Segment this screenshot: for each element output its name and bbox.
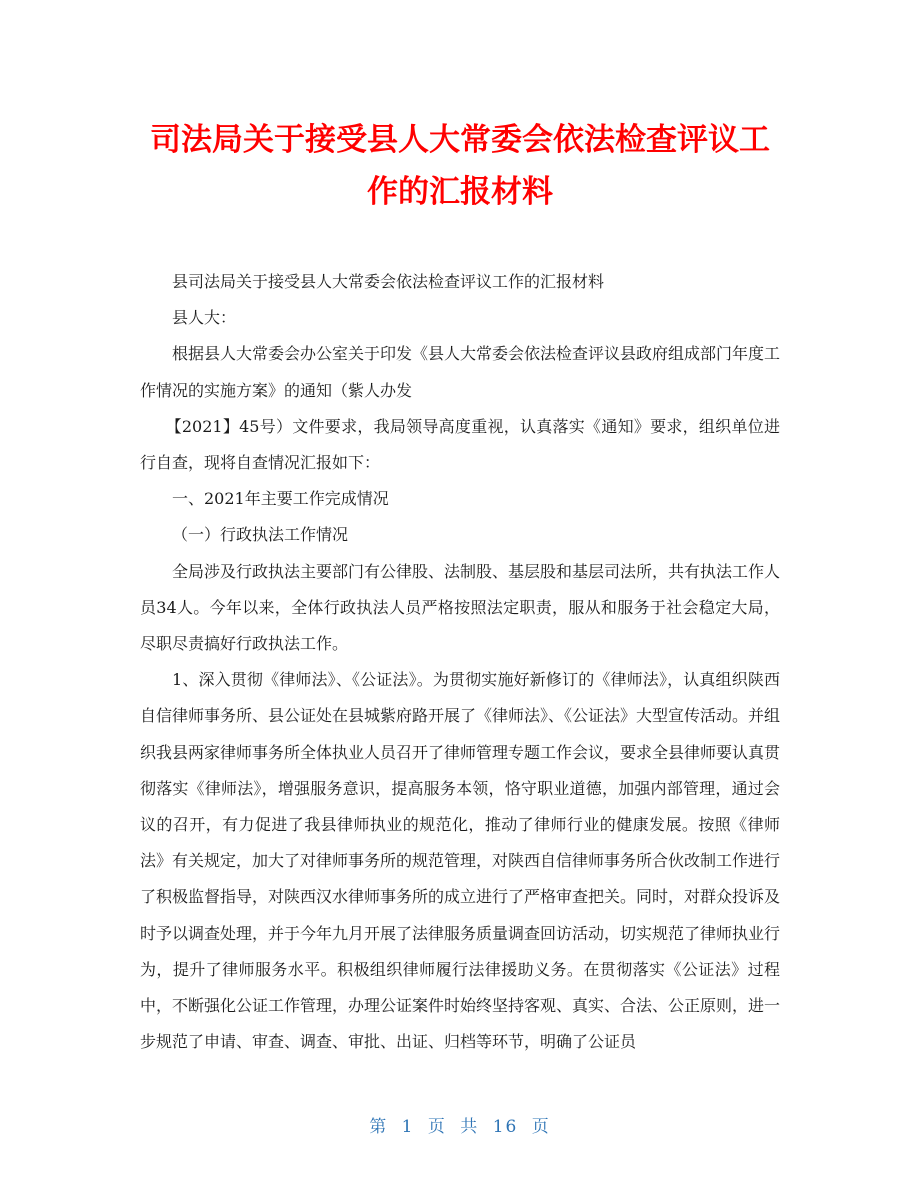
subsection-heading-1: （一）行政执法工作情况 [172, 525, 349, 545]
paragraph-lawyer-law: 1、深入贯彻《律师法》、《公证法》。为贯彻实施好新修订的《律师法》，认真组织陕西自信律师事务所、县公证处在县城紫府路开展了《律师法》、《公证法》大型宣传活动。并组织我县两家律师事务所全体执业人员召开了律师管理专题工作会议，要求全县律师要认真贯彻落实《律师法》，增强服务意识，提高服务本领，恪守职业道德，加强内部管理，通过会议的召开，有力促进了我县律师执业的规范化，推动了律师行业的健康发展。按照《律师法》有关规定，加大了对律师事务所的规范管理，对陕西自信律师事务所合伙改制工作进行了积极监督指导，对陕西汉水律师事务所的成立进行了严格审查把关。同时，对群众投诉及时予以调查处理，并于今年九月开展了法律服务质量调查回访活动，切实规范了律师执业行为，提升了律师服务水平。积极组织律师履行法律援助义务。在贯彻落实《公证法》过程中，不断强化公证工作管理，办理公证案件时始终坚持客观、真实、合法、公正原则，进一步规范了申请、审查、调查、审批、出证、归档等环节，明确了公证员 [140, 670, 781, 1052]
footer-label-total: 共 [460, 1117, 480, 1137]
footer-current-page: 1 [401, 1117, 415, 1137]
page-footer [0, 1112, 920, 1137]
footer-label-page: 第 [369, 1117, 389, 1137]
footer-label-ye-2: 页 [531, 1117, 551, 1137]
footer-total-pages: 16 [492, 1117, 519, 1137]
paragraph-salutation: 县人大： [172, 308, 237, 328]
section-heading-1: 一、2021年主要工作完成情况 [172, 489, 389, 509]
footer-label-ye: 页 [427, 1117, 447, 1137]
document-title-line-2: 作的汇报材料 [367, 174, 553, 210]
document-title-line-1: 司法局关于接受县人大常委会依法检查评议工 [150, 122, 770, 158]
paragraph-enforcement: 全局涉及行政执法主要部门有公律股、法制股、基层股和基层司法所，共有执法工作人员34人。今年以来，全体行政执法人员严格按照法定职责，服从和服务于社会稳定大局，尽职尽责搞好行政执法工作。 [140, 561, 781, 654]
document-body [140, 264, 780, 1060]
paragraph-intro-continued: 【2021】45号）文件要求，我局领导高度重视，认真落实《通知》要求，组织单位进行自查，现将自查情况汇报如下： [140, 416, 780, 473]
paragraph-subtitle: 县司法局关于接受县人大常委会依法检查评议工作的汇报材料 [172, 272, 605, 291]
paragraph-intro: 根据县人大常委会办公室关于印发《县人大常委会依法检查评议县政府组成部门年度工作情况的实施方案》的通知（紫人办发 [140, 344, 781, 400]
